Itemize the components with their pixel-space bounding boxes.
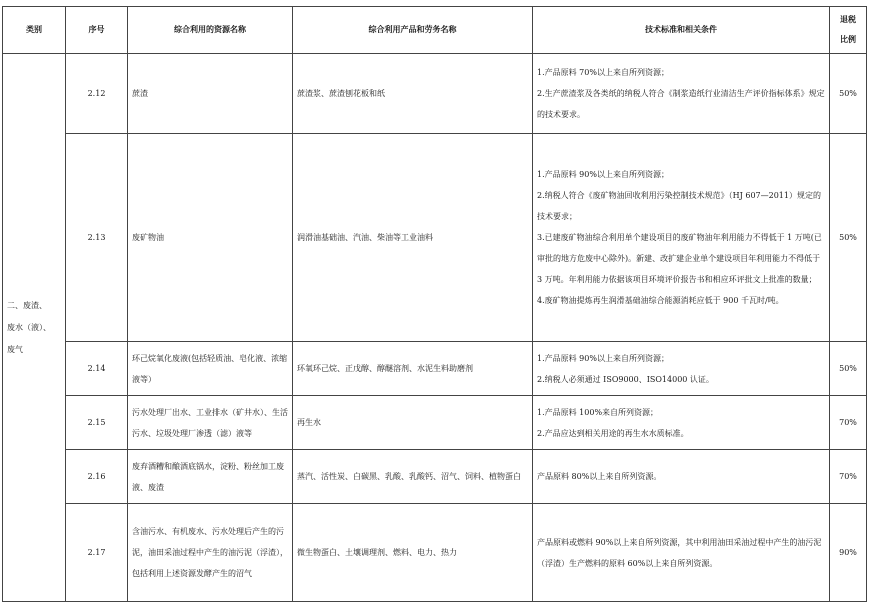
resource-cell: 含油污水、有机废水、污水处理后产生的污泥，油田采油过程中产生的油污泥（浮渣），包括利用上述资源发酵产生的沼气 bbox=[128, 504, 293, 602]
table-row bbox=[3, 54, 867, 134]
ratio-cell: 70% bbox=[830, 450, 867, 504]
ratio-cell: 50% bbox=[830, 134, 867, 342]
condition-item: 2.纳税人必须通过 ISO9000、ISO14000 认证。 bbox=[537, 374, 714, 384]
seq-cell: 2.16 bbox=[66, 450, 128, 504]
ratio-cell: 50% bbox=[830, 342, 867, 396]
category-line: 二、废渣、 bbox=[7, 300, 47, 310]
conditions-cell bbox=[533, 396, 830, 450]
product-cell: 环氧环己烷、正戊醇、醇醚溶剂、水泥生料助磨剂 bbox=[293, 342, 533, 396]
header-resource: 综合利用的资源名称 bbox=[128, 7, 293, 54]
header-refund-ratio bbox=[830, 7, 867, 54]
condition-item: 产品原料 80%以上来自所列资源。 bbox=[537, 472, 662, 481]
header-refund-line2: 比例 bbox=[840, 35, 856, 44]
condition-item: 2.产品应达到相关用途的再生水水质标准。 bbox=[537, 428, 689, 438]
conditions-cell bbox=[533, 134, 830, 342]
resource-cell: 废弃酒糟和酿酒底锅水，淀粉、粉丝加工废液、废渣 bbox=[128, 450, 293, 504]
ratio-cell: 50% bbox=[830, 54, 867, 134]
resource-cell: 环己烷氧化废液(包括轻质油、皂化液、浓缩液等） bbox=[128, 342, 293, 396]
condition-item: 1.产品原料 90%以上来自所列资源； bbox=[537, 170, 669, 179]
resource-cell: 污水处理厂出水、工业排水（矿井水）、生活污水、垃圾处理厂渗透（滤）液等 bbox=[128, 396, 293, 450]
table-row bbox=[3, 396, 867, 450]
product-cell: 蔗渣浆、蔗渣刨花板和纸 bbox=[293, 54, 533, 134]
condition-item: 3.已建废矿物油综合利用单个建设项目的废矿物油年利用能力不得低于 1 万吨(已审批的地方危废中心除外)。新建、改扩建企业单个建设项目年利用能力不得低于 3 万吨。年利用能力依据该项目环境评价报告书和相应环评批文上批准的数量； bbox=[537, 233, 822, 284]
conditions-cell bbox=[533, 450, 830, 504]
header-refund-line1: 退税 bbox=[840, 15, 856, 24]
product-cell: 润滑油基础油、汽油、柴油等工业油料 bbox=[293, 134, 533, 342]
table-row bbox=[3, 504, 867, 602]
condition-item: 2.生产蔗渣浆及各类纸的纳税人符合《制浆造纸行业清洁生产评价指标体系》规定的技术要求。 bbox=[537, 89, 825, 119]
table-row bbox=[3, 134, 867, 342]
table-row bbox=[3, 342, 867, 396]
product-cell: 蒸汽、活性炭、白碳黑、乳酸、乳酸钙、沼气、饲料、植物蛋白 bbox=[293, 450, 533, 504]
header-standard: 技术标准和相关条件 bbox=[533, 7, 830, 54]
seq-cell: 2.14 bbox=[66, 342, 128, 396]
seq-cell: 2.12 bbox=[66, 54, 128, 134]
condition-item: 4.废矿物油提炼再生润滑基础油综合能源消耗应低于 900 千瓦时/吨。 bbox=[537, 296, 784, 305]
tax-refund-table bbox=[2, 6, 867, 602]
product-cell: 再生水 bbox=[293, 396, 533, 450]
header-category: 类别 bbox=[3, 7, 66, 54]
conditions-cell bbox=[533, 504, 830, 602]
header-seq: 序号 bbox=[66, 7, 128, 54]
product-cell: 微生物蛋白、土壤调理剂、燃料、电力、热力 bbox=[293, 504, 533, 602]
table-header-row bbox=[3, 7, 867, 54]
seq-cell: 2.17 bbox=[66, 504, 128, 602]
condition-item: 1.产品原料 70%以上来自所列资源； bbox=[537, 68, 669, 77]
resource-cell: 蔗渣 bbox=[128, 54, 293, 134]
category-line: 废气 bbox=[7, 344, 23, 354]
condition-item: 1.产品原料 90%以上来自所列资源； bbox=[537, 353, 669, 363]
conditions-cell bbox=[533, 54, 830, 134]
condition-item: 2.纳税人符合《废矿物油回收利用污染控制技术规范》（HJ 607—2011）规定的技术要求； bbox=[537, 191, 821, 221]
header-product: 综合利用产品和劳务名称 bbox=[293, 7, 533, 54]
category-cell bbox=[3, 54, 66, 602]
condition-item: 产品原料或燃料 90%以上来自所列资源，其中利用油田采油过程中产生的油污泥（浮渣）生产燃料的原料 60%以上来自所列资源。 bbox=[537, 537, 822, 568]
table-row bbox=[3, 450, 867, 504]
conditions-cell bbox=[533, 342, 830, 396]
seq-cell: 2.13 bbox=[66, 134, 128, 342]
category-line: 废水（液）、 bbox=[7, 322, 51, 332]
ratio-cell: 70% bbox=[830, 396, 867, 450]
ratio-cell: 90% bbox=[830, 504, 867, 602]
condition-item: 1.产品原料 100%来自所列资源； bbox=[537, 407, 659, 417]
seq-cell: 2.15 bbox=[66, 396, 128, 450]
resource-cell: 废矿物油 bbox=[128, 134, 293, 342]
